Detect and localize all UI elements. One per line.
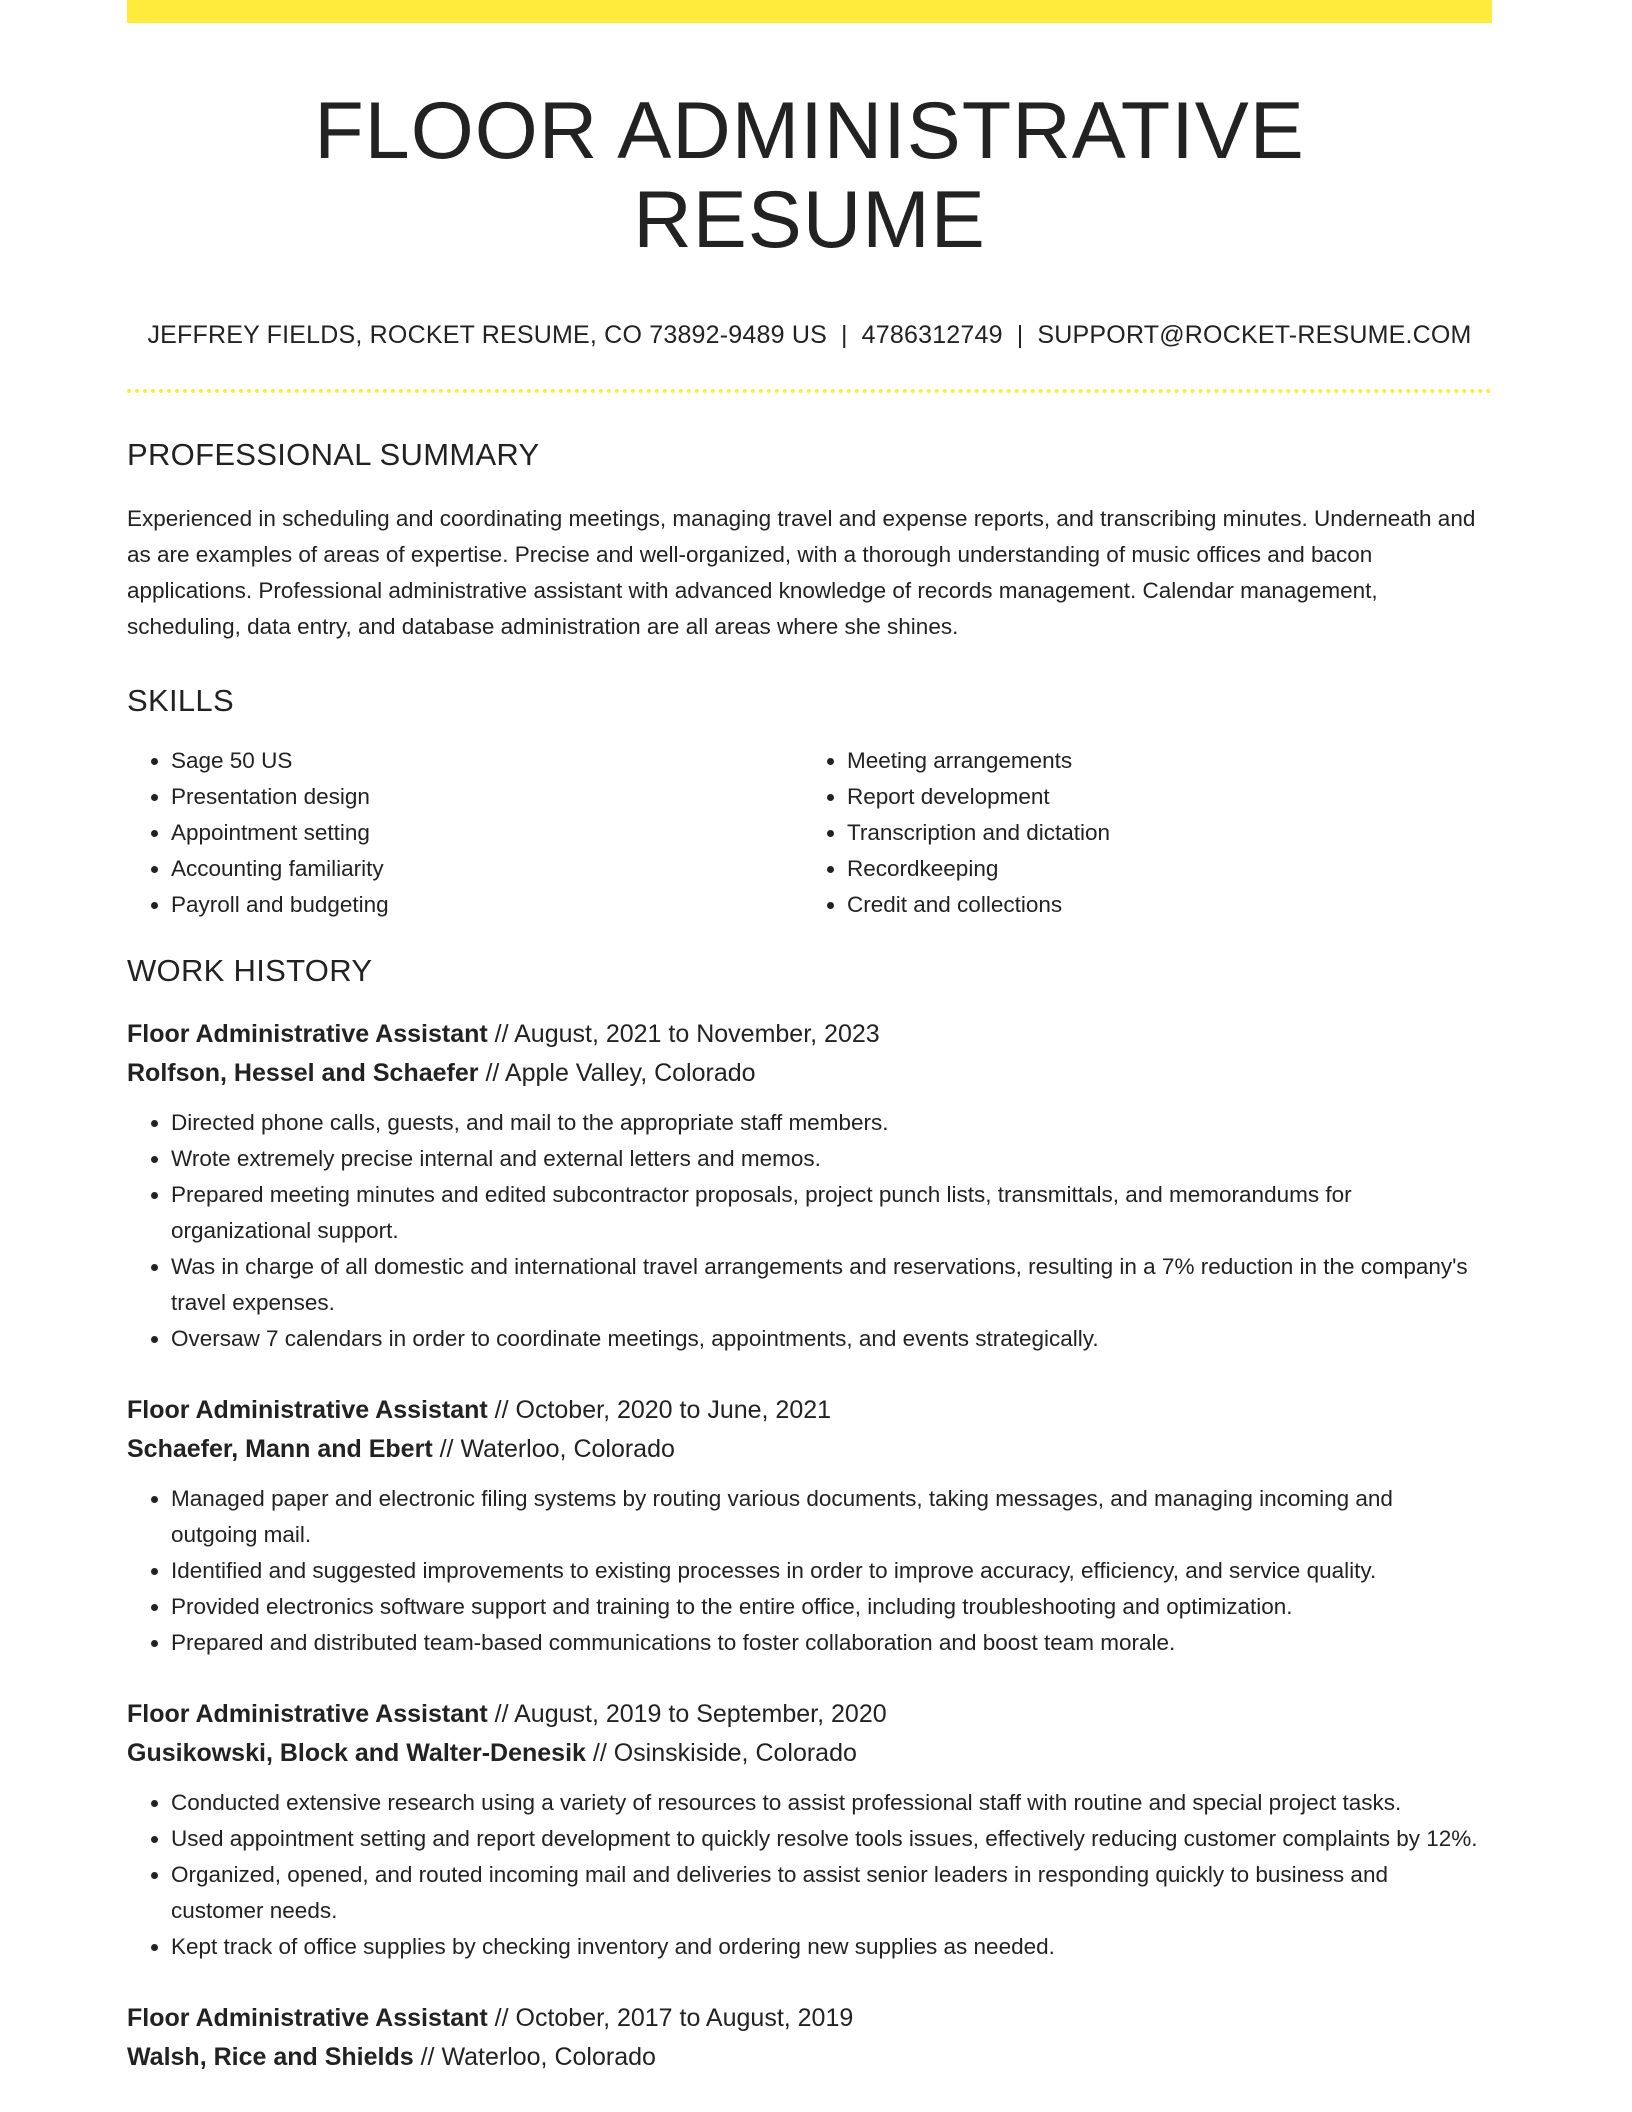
job-separator: //	[432, 1435, 461, 1464]
job-separator: //	[487, 1396, 516, 1425]
job-separator: //	[413, 2043, 442, 2072]
job-bullet: • Provided electronics software support and training to the entire office, including troubleshooting and optimization.	[171, 1589, 1492, 1625]
job-title-line	[127, 1391, 1492, 1430]
job-company-line	[127, 2038, 1492, 2077]
job-location: Apple Valley, Colorado	[504, 1059, 756, 1088]
contact-separator: |	[1016, 321, 1024, 350]
job-dates: October, 2020 to June, 2021	[515, 1396, 832, 1425]
skills-list	[127, 743, 1492, 923]
job-bullet: • Wrote extremely precise internal and external letters and memos.	[171, 1141, 1492, 1177]
job-title-line	[127, 1999, 1492, 2038]
job-company-line	[127, 1430, 1492, 1469]
job-bullet: • Prepared meeting minutes and edited subcontractor proposals, project punch lists, transmittals, and memorandums for organizational support.	[171, 1177, 1492, 1249]
resume-title: FLOOR ADMINISTRATIVE RESUME	[314, 86, 1305, 266]
contact-separator: |	[840, 321, 848, 350]
job-bullet: • Used appointment setting and report development to quickly resolve tools issues, effectively reducing customer complaints by 12%.	[171, 1821, 1492, 1857]
job-separator: //	[487, 1020, 515, 1049]
contact-address: JEFFREY FIELDS, ROCKET RESUME, CO 73892-9489 US	[147, 321, 827, 350]
skill-item: • Report development	[847, 779, 1477, 815]
job-dates: October, 2017 to August, 2019	[515, 2004, 854, 2033]
skill-item: • Presentation design	[171, 779, 801, 815]
job-location: Waterloo, Colorado	[460, 1435, 675, 1464]
job-separator: //	[487, 2004, 516, 2033]
summary-heading: PROFESSIONAL SUMMARY	[127, 437, 540, 473]
skill-item: • Accounting familiarity	[171, 851, 801, 887]
dotted-divider	[127, 389, 1492, 393]
job-bullet: • Organized, opened, and routed incoming mail and deliveries to assist senior leaders in responding quickly to business and customer needs.	[171, 1857, 1492, 1929]
contact-phone: 4786312749	[861, 321, 1003, 350]
job-bullets	[127, 1105, 1492, 1357]
work-history-heading: WORK HISTORY	[127, 953, 373, 989]
job-bullet: • Managed paper and electronic filing systems by routing various documents, taking messages, and managing incoming and outgoing mail.	[171, 1481, 1492, 1553]
job-bullet: • Was in charge of all domestic and international travel arrangements and reservations, resulting in a 7% reduction in the company's travel expenses.	[171, 1249, 1492, 1321]
job-bullet: • Directed phone calls, guests, and mail to the appropriate staff members.	[171, 1105, 1492, 1141]
skills-column-1	[127, 743, 801, 923]
job-title: Floor Administrative Assistant	[127, 1700, 488, 1729]
job-entry	[127, 1999, 1492, 2077]
skills-heading: SKILLS	[127, 683, 234, 719]
job-bullet: • Identified and suggested improvements to existing processes in order to improve accuracy, efficiency, and service quality.	[171, 1553, 1492, 1589]
job-entry	[127, 1391, 1492, 1661]
skill-item: • Sage 50 US	[171, 743, 801, 779]
job-bullet: • Oversaw 7 calendars in order to coordinate meetings, appointments, and events strategically.	[171, 1321, 1492, 1357]
job-company: Gusikowski, Block and Walter-Denesik	[127, 1739, 586, 1768]
job-title: Floor Administrative Assistant	[127, 2004, 488, 2033]
job-company-line	[127, 1054, 1492, 1093]
job-entry	[127, 1695, 1492, 1965]
job-bullets	[127, 1785, 1492, 1965]
job-separator: //	[487, 1700, 515, 1729]
job-company: Walsh, Rice and Shields	[127, 2043, 414, 2072]
skill-item: • Credit and collections	[847, 887, 1477, 923]
skill-item: • Meeting arrangements	[847, 743, 1477, 779]
job-bullets	[127, 1481, 1492, 1661]
skills-column-2	[801, 743, 1477, 923]
skill-item: • Appointment setting	[171, 815, 801, 851]
job-company: Schaefer, Mann and Ebert	[127, 1435, 433, 1464]
job-separator: //	[478, 1059, 505, 1088]
job-title: Floor Administrative Assistant	[127, 1396, 488, 1425]
job-separator: //	[585, 1739, 614, 1768]
resume-page	[127, 0, 1492, 2077]
job-bullet: • Conducted extensive research using a variety of resources to assist professional staff with routine and special project tasks.	[171, 1785, 1492, 1821]
contact-line	[127, 321, 1492, 350]
skill-item: • Recordkeeping	[847, 851, 1477, 887]
job-dates: August, 2021 to November, 2023	[514, 1020, 880, 1049]
job-bullet: • Kept track of office supplies by checking inventory and ordering new supplies as needed.	[171, 1929, 1492, 1965]
job-location: Waterloo, Colorado	[441, 2043, 656, 2072]
job-bullet: • Prepared and distributed team-based communications to foster collaboration and boost team morale.	[171, 1625, 1492, 1661]
job-company: Rolfson, Hessel and Schaefer	[127, 1059, 479, 1088]
job-location: Osinskiside, Colorado	[613, 1739, 857, 1768]
job-title: Floor Administrative Assistant	[127, 1020, 488, 1049]
job-entry	[127, 1015, 1492, 1357]
skill-item: • Transcription and dictation	[847, 815, 1477, 851]
job-company-line	[127, 1734, 1492, 1773]
skill-item: • Payroll and budgeting	[171, 887, 801, 923]
summary-text: Experienced in scheduling and coordinating meetings, managing travel and expense reports, and transcribing minutes. Underneath and as are examples of areas of expertise. Precise and well-organized, with a thorough understanding of music offices and bacon applications. Professional administrative assistant with advanced knowledge of records management. Calendar management, scheduling, data entry, and database administration are all areas where she shines.	[127, 506, 1476, 640]
job-title-line	[127, 1695, 1492, 1734]
job-title-line	[127, 1015, 1492, 1054]
job-dates: August, 2019 to September, 2020	[514, 1700, 887, 1729]
work-history-list	[127, 1015, 1492, 2077]
accent-bar	[127, 0, 1492, 23]
contact-email: SUPPORT@ROCKET-RESUME.COM	[1037, 321, 1472, 350]
